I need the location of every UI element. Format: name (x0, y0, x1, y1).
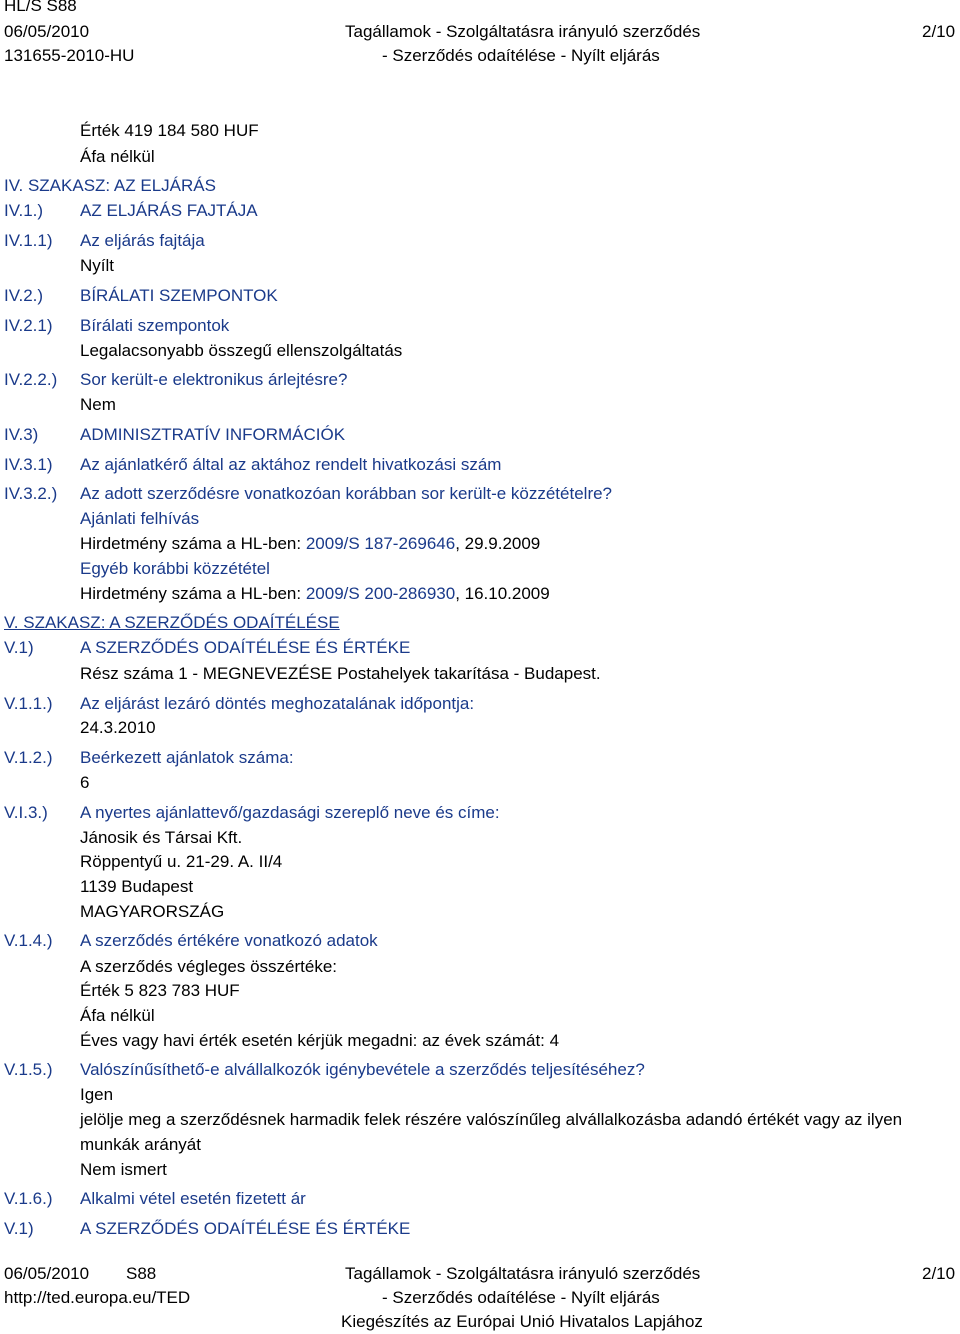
v14-title: A szerződés értékére vonatkozó adatok (80, 931, 378, 950)
footer-date: 06/05/2010 (4, 1264, 90, 1283)
iv32-notice-1 (80, 534, 540, 554)
vat-line: Áfa nélkül (80, 147, 155, 166)
iv11-number: IV.1.1) (4, 231, 53, 250)
v13-street: Röppentyű u. 21-29. A. II/4 (80, 852, 283, 871)
v14-line-1: A szerződés végleges összértéke: (80, 957, 338, 976)
header-title-line2: - Szerződés odaítélése - Nyílt eljárás (382, 46, 660, 65)
v15-title: Valószínűsíthető-e alvállalkozók igénybevétele a szerződés teljesítéséhez? (80, 1060, 645, 1079)
v1-title: A SZERZŐDÉS ODAÍTÉLÉSE ÉS ÉRTÉKE (80, 638, 411, 657)
value-line: Érték 419 184 580 HUF (80, 121, 259, 140)
iv32-subheading-other: Egyéb korábbi közzététel (80, 559, 270, 578)
iv32-title: Az adott szerződésre vonatkozóan korábban sor került-e közzétételre? (80, 484, 613, 503)
iv31-title: Az ajánlatkérő által az aktához rendelt hivatkozási szám (80, 455, 502, 474)
v16-number: V.1.6.) (4, 1189, 53, 1208)
v1-number: V.1) (4, 638, 34, 657)
v14-line-4: Éves vagy havi érték esetén kérjük megadni: az évek számát: 4 (80, 1031, 560, 1050)
iv32-notice-2-prefix: Hirdetmény száma a HL-ben: (80, 584, 306, 603)
footer-url[interactable]: http://ted.europa.eu/TED (4, 1288, 191, 1307)
v13-name: Jánosik és Társai Kft. (80, 828, 243, 847)
v15-line-2a: jelölje meg a szerződésnek harmadik felek részére valószínűleg alvállalkozásba adandó értékét vagy az ilyen (80, 1110, 903, 1129)
v11-value: 24.3.2010 (80, 718, 156, 737)
v11-title: Az eljárást lezáró döntés meghozatalának időpontja: (80, 694, 475, 713)
footer-title-line3: Kiegészítés az Európai Unió Hivatalos Lapjához (341, 1312, 703, 1331)
iv3-number: IV.3) (4, 425, 39, 444)
v14-number: V.1.4.) (4, 931, 53, 950)
v12-title: Beérkezett ajánlatok száma: (80, 748, 294, 767)
iv1-title: AZ ELJÁRÁS FAJTÁJA (80, 201, 258, 220)
v12-number: V.1.2.) (4, 748, 53, 767)
iv21-number: IV.2.1) (4, 316, 53, 335)
v11-number: V.1.1.) (4, 694, 53, 713)
iv32-notice-2 (80, 584, 550, 604)
v15-value: Igen (80, 1085, 114, 1104)
iv21-value: Legalacsonyabb összegű ellenszolgáltatás (80, 341, 403, 360)
section-4-title: IV. SZAKASZ: AZ ELJÁRÁS (4, 176, 216, 195)
iv21-title: Bírálati szempontok (80, 316, 230, 335)
header-title-line1: Tagállamok - Szolgáltatásra irányuló szerződés (345, 22, 701, 41)
v15-number: V.1.5.) (4, 1060, 53, 1079)
section-5-title: V. SZAKASZ: A SZERZŐDÉS ODAÍTÉLÉSE (4, 613, 340, 632)
iv11-title: Az eljárás fajtája (80, 231, 205, 250)
v1-part: Rész száma 1 - MEGNEVEZÉSE Postahelyek takarítása - Budapest. (80, 664, 601, 683)
v16-title: Alkalmi vétel esetén fizetett ár (80, 1189, 306, 1208)
footer-code: S88 (126, 1264, 157, 1283)
footer-title-line1: Tagállamok - Szolgáltatásra irányuló szerződés (345, 1264, 701, 1283)
v14-line-2: Érték 5 823 783 HUF (80, 981, 240, 1000)
iv32-number: IV.3.2.) (4, 484, 58, 503)
v13-city: 1139 Budapest (80, 877, 194, 896)
header-page-number: 2/10 (922, 22, 956, 41)
iv32-subheading-notice: Ajánlati felhívás (80, 509, 200, 528)
footer-page-number: 2/10 (922, 1264, 956, 1283)
v13-number: V.I.3.) (4, 803, 48, 822)
v1b-title: A SZERZŐDÉS ODAÍTÉLÉSE ÉS ÉRTÉKE (80, 1219, 411, 1238)
iv22-title: Sor került-e elektronikus árlejtésre? (80, 370, 348, 389)
footer-title-line2: - Szerződés odaítélése - Nyílt eljárás (382, 1288, 660, 1307)
iv31-number: IV.3.1) (4, 455, 53, 474)
header-date: 06/05/2010 (4, 22, 90, 41)
v13-title: A nyertes ajánlattevő/gazdasági szereplő neve és címe: (80, 803, 500, 822)
v15-line-3: Nem ismert (80, 1160, 167, 1179)
v14-line-3: Áfa nélkül (80, 1006, 155, 1025)
iv32-notice-1-prefix: Hirdetmény száma a HL-ben: (80, 534, 306, 553)
v15-line-2b: munkák arányát (80, 1135, 201, 1154)
iv32-notice-1-date: , 29.9.2009 (455, 534, 541, 553)
header-journal-ref: HL/S S88 (4, 0, 77, 15)
iv2-title: BÍRÁLATI SZEMPONTOK (80, 286, 278, 305)
iv22-number: IV.2.2.) (4, 370, 58, 389)
iv32-notice-2-date: , 16.10.2009 (455, 584, 550, 603)
v1b-number: V.1) (4, 1219, 34, 1238)
v12-value: 6 (80, 773, 90, 792)
iv11-value: Nyílt (80, 256, 114, 275)
iv32-notice-1-link[interactable]: 2009/S 187-269646 (305, 534, 456, 553)
header-doc-id: 131655-2010-HU (4, 46, 135, 65)
iv2-number: IV.2.) (4, 286, 44, 305)
iv1-number: IV.1.) (4, 201, 44, 220)
iv22-value: Nem (80, 395, 116, 414)
iv32-notice-2-link[interactable]: 2009/S 200-286930 (305, 584, 456, 603)
iv3-title: ADMINISZTRATÍV INFORMÁCIÓK (80, 425, 346, 444)
v13-country: MAGYARORSZÁG (80, 902, 225, 921)
